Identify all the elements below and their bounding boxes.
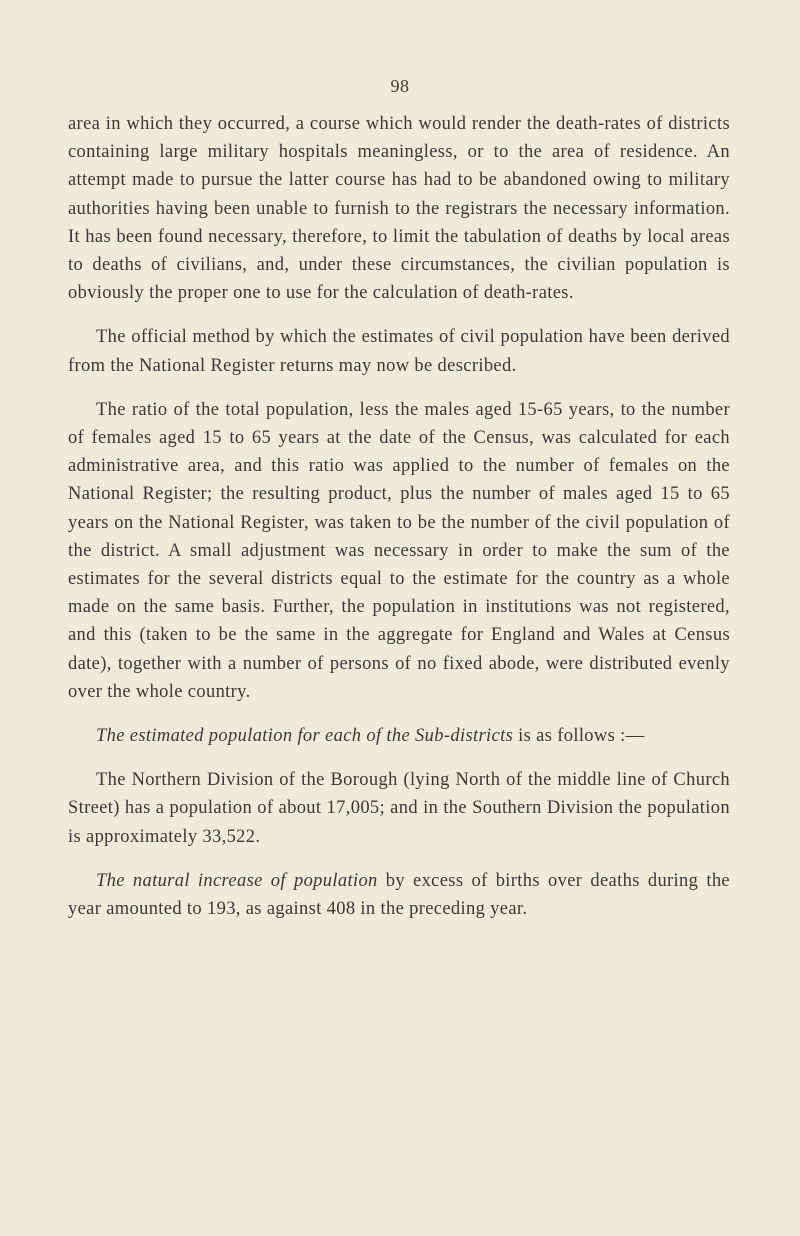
page-number: 98: [390, 76, 410, 96]
paragraph-official-method: The official method by which the estimates of civil population have been derived from the National Register returns may now be described.: [68, 327, 730, 376]
paragraph-text: by excess of births over deaths during the year amounted to 193, as against 408 in the preceding year.: [68, 870, 730, 920]
italic-heading-natural-increase: The natural increase of population: [96, 870, 378, 891]
body-text: [68, 110, 730, 923]
paragraph-divisions: The Northern Division of the Borough (lying North of the middle line of Church Street) has a population of about 17,005; and in the Southern Division the population is approximately 33,522.: [68, 770, 730, 847]
italic-heading-estimated-population: The estimated population for each of the Sub-districts: [96, 726, 514, 747]
paragraph-estimated-population: [68, 722, 730, 750]
paragraph-death-rates: area in which they occurred, a course which would render the death-rates of districts containing large military hospitals meaningless, or to the area of residence. An attempt made to pursue the latter course has had to be abandoned owing to military authorities having been unable to furnish to the registrars the necessary information. It has been found necessary, therefore, to limit the tabulation of deaths by local areas to deaths of civilians, and, under these circumstances, the civilian population is obviously the proper one to use for the calculation of death-rates.: [68, 114, 730, 304]
paragraph-ratio-calculation: The ratio of the total population, less the males aged 15-65 years, to the number of females aged 15 to 65 years at the date of the Census, was calculated for each administrative area, and this ratio was applied to the number of females on the National Register; the resulting product, plus the number of males aged 15 to 65 years on the National Register, was taken to be the number of the civil population of the district. A small adjustment was necessary in order to make the sum of the estimates for the several districts equal to the estimate for the country as a whole made on the same basis. Further, the population in institutions was not registered, and this (taken to be the same in the aggregate for England and Wales at Census date), together with a number of persons of no fixed abode, were distributed evenly over the whole country.: [68, 399, 730, 702]
paragraph-text: is as follows :—: [513, 726, 645, 747]
paragraph-natural-increase: [68, 867, 730, 923]
